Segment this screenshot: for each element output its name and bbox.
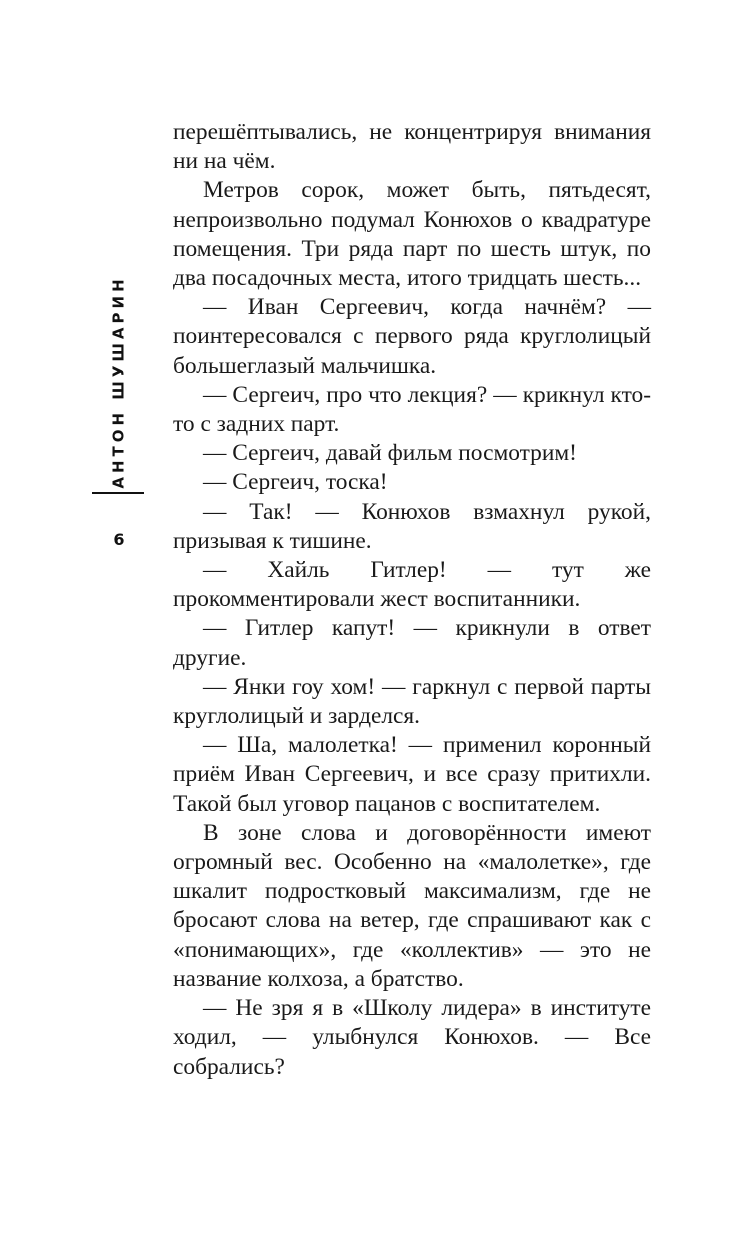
paragraph: — Сергеич, давай фильм посмотрим!	[203, 440, 577, 467]
running-head-author	[104, 275, 134, 489]
paragraph: перешёптывались, не концентрируя внимания ни на чём.	[173, 119, 651, 175]
author-name: АНТОН ШУШАРИН	[110, 275, 129, 489]
paragraph: — Сергеич, про что лекция? — крикнул кто-то с задних парт.	[173, 381, 651, 438]
page-number: 6	[113, 530, 125, 549]
paragraph: — Так! — Конюхов взмахнул рукой, призывая к тишине.	[173, 498, 651, 554]
paragraph: — Ша, малолетка! — применил коронный приём Иван Сергеевич, и все сразу притихли. Такой был уговор пацанов с воспитателем.	[173, 732, 651, 817]
paragraph: Метров сорок, может быть, пятьдесят, непроизвольно подумал Конюхов о квадратуре помещения. Три ряда парт по шесть штук, по два посадочных места, итого тридцать шесть...	[173, 177, 651, 292]
running-head-divider	[92, 492, 144, 494]
paragraph: — Иван Сергеевич, когда начнём? — поинтересовался с первого ряда круглолицый большеглазый мальчишка.	[173, 294, 651, 379]
paragraph: — Хайль Гитлер! — тут же прокомментировали жест воспитанники.	[173, 557, 651, 613]
paragraph: — Не зря я в «Школу лидера» в институте ходил, — улыбнулся Конюхов. — Все собрались?	[173, 995, 651, 1080]
paragraph: — Сергеич, тоска!	[203, 469, 388, 496]
paragraph: — Янки гоу хом! — гаркнул с первой парты круглолицый и зарделся.	[173, 673, 651, 730]
paragraph: В зоне слова и договорённости имеют огромный вес. Особенно на «малолетке», где шкалит подростковый максимализм, где не бросают слова на ветер, где спрашивают как с «понимающих», где «коллектив» — это не название колхоза, а братство.	[173, 819, 651, 992]
paragraph: — Гитлер капут! — крикнули в ответ другие.	[173, 615, 651, 671]
body-text	[173, 118, 651, 1082]
